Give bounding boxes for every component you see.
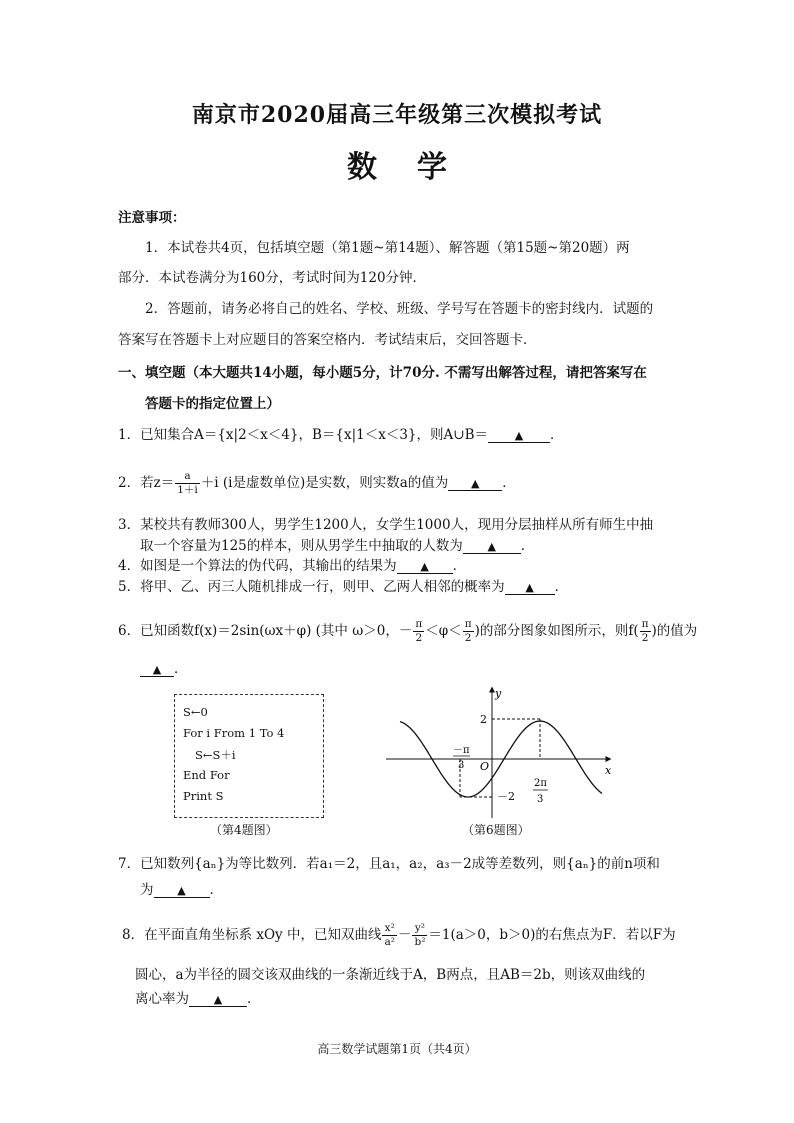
fraction-pi-over-2 [413,618,424,645]
question-6-post: )的部分图象如图所示，则f( [474,623,639,639]
notice-item2-line1: 2．答题前，请务必将自己的姓名、学校、班级、学号写在答题卡的密封线内．试题的 [145,301,654,317]
code-line-3: S←S＋i [195,748,236,762]
question-6-mid: ＜φ＜ [425,623,462,639]
question-8 [122,922,676,949]
answer-marker: ▲ [213,993,223,1006]
answer-marker: ▲ [471,477,480,490]
axis-y-label: y [495,687,502,700]
question-2-end: ． [502,475,516,491]
exam-title: 南京市2020届高三年级第三次模拟考试 [191,102,603,128]
question-8-pre: 8．在平面直角坐标系 xOy 中，已知双曲线 [122,927,382,943]
question-5 [118,578,568,596]
question-4-text: 4．如图是一个算法的伪代码，其输出的结果为 [118,558,397,574]
code-line-2: For i From 1 To 4 [183,726,285,740]
fraction-pi-over-2 [463,618,474,645]
frac-num: π [415,618,423,630]
axis-x-label: x [605,764,612,777]
question-7-pre: 为 [140,882,154,898]
question-5-text: 5．将甲、乙、丙三人随机排成一行，则甲、乙两人相邻的概率为 [118,579,505,595]
question-5-end: ． [554,579,569,595]
frac-num: y² [412,922,427,936]
question-1-text: 1．已知集合A＝{x|2＜x＜4}，B＝{x|1＜x＜3}，则A∪B＝ [118,427,489,443]
answer-blank-2[interactable] [448,474,502,491]
answer-blank-5[interactable] [505,578,555,595]
section1-heading: 一、填空题（本大题共14小题，每小题5分，计70分. 不需写出解答过程，请把答案写在 [118,365,647,381]
notice-item1-line2: 部分．本试卷满分为160分，考试时间为120分钟． [118,270,427,286]
answer-marker: ▲ [487,540,497,553]
answer-marker: ▲ [152,663,162,676]
frac-num: a [175,470,200,484]
frac-den: 2 [464,632,472,644]
frac-den: 1＋i [177,484,198,496]
notice-item2-line2: 答案写在答题卡上对应题目的答案空格内．考试结束后，交回答题卡． [118,332,537,348]
answer-marker: ▲ [525,581,534,594]
question-1-end: ． [550,427,564,443]
question-2-post: ＋i (i是虚数单位)是实数，则实数a的值为 [200,475,449,491]
question-6-pre: 6．已知函数f(x)＝2sin(ωx＋φ) (其中 ω＞0，－ [118,623,413,639]
fraction-pi-over-2 [640,618,651,645]
question-8-post: ＝1(a＞0，b＞0)的右焦点为F．若以F为 [428,927,676,943]
pseudocode-box [174,694,324,818]
two-pi-den: 3 [537,794,544,805]
code-line-4: End For [183,768,230,782]
notice-item1-line1: 1．本试卷共4页，包括填空题（第1题~第14题）、解答题（第15题~第20题）两 [145,240,630,256]
question-8-line2: 圆心，a为半径的圆交该双曲线的一条渐近线于A，B两点，且AB＝2b，则该双曲线的 [135,967,646,983]
question-2 [118,470,516,497]
minus-sign: － [397,927,412,943]
question-8-line3-pre: 离心率为 [135,991,189,1007]
subject-title: 数学 [347,150,487,185]
question-6 [118,618,697,645]
question-8-line3 [135,990,261,1008]
fraction-y2-over-b2 [412,922,427,949]
y-max-label: 2 [480,713,487,726]
answer-blank-7[interactable] [154,881,210,898]
question-8-end: ． [247,991,261,1007]
question-6-line2-end: ． [174,661,188,677]
question-3-line1: 3．某校共有教师300人，男学生1200人，女学生1000人，现用分层抽样从所有师生中抽 [118,517,654,533]
answer-blank-8[interactable] [189,990,247,1007]
frac-den: a² [384,936,395,948]
answer-marker: ▲ [514,429,524,442]
code-line-5: Print S [183,789,224,803]
answer-marker: ▲ [177,884,186,897]
two-pi-label: 2π [534,778,547,789]
frac-den: 2 [641,632,649,644]
question-3-line2 [140,537,534,555]
answer-blank-6[interactable] [140,660,174,677]
sine-graph [380,682,620,824]
origin-label: O [480,760,490,773]
question-7-line2 [140,881,223,899]
section1-heading-cont: 答题卡的指定位置上） [145,396,280,412]
answer-marker: ▲ [420,560,429,573]
figure-4-caption: （第4题图） [210,823,278,837]
fraction-a-over-1-plus-i [175,470,200,497]
neg-pi-label: －π [453,745,470,756]
notice-heading: 注意事项： [118,210,186,226]
question-2-pre: 2．若z＝ [118,475,175,491]
question-6-line2 [140,660,188,678]
frac-den: b² [414,936,426,948]
question-4 [118,557,466,575]
question-6-end: )的值为 [651,623,698,639]
fraction-x2-over-a2 [382,922,396,949]
y-min-label: －2 [497,790,515,803]
question-4-end: ． [452,558,467,574]
answer-blank-4[interactable] [397,557,453,574]
neg-pi-den: 3 [458,760,465,771]
code-line-1: S←0 [183,705,208,719]
question-1 [118,426,564,444]
question-3-text: 取一个容量为125的样本，则从男学生中抽取的人数为 [140,538,463,554]
frac-num: π [464,618,472,630]
question-7-line1: 7．已知数列{aₙ}为等比数列．若a₁＝2，且a₁，a₂，a₃－2成等差数列，则{aₙ}的前n项和 [118,856,660,872]
frac-den: 2 [415,632,423,644]
answer-blank-1[interactable] [488,426,550,443]
question-7-end: ． [209,882,223,898]
answer-blank-3[interactable] [463,537,521,554]
question-3-end: ． [520,538,535,554]
frac-num: π [641,618,649,630]
figure-6-caption: （第6题图） [462,823,530,837]
frac-num: x² [382,922,396,936]
page-footer: 高三数学试题第1页（共4页） [317,1042,477,1056]
